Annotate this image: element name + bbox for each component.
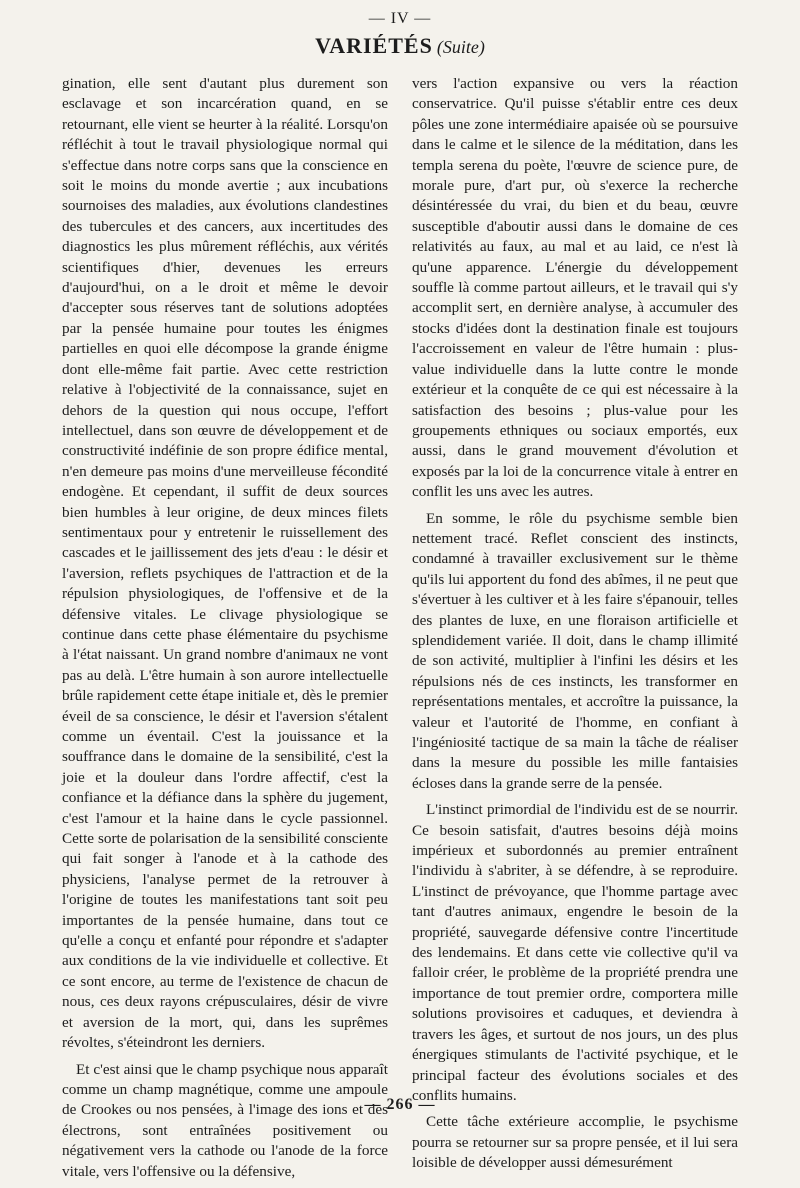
page-roman-numeral: — IV — bbox=[368, 10, 432, 27]
paragraph: En somme, le rôle du psychisme semble bien nettement tracé. Reflet conscient des instincts, condamné à travailler exclusivement sur le thème qu'ils lui apportent du fond des abîmes, il ne peut que s'évertuer à les cultiver et à les faire s'épanouir, telles des plantes de luxe, en une floraison artificielle et splendidement variée. Il doit, dans le champ illimité de son activité, multiplier à l'infini les désirs et les répulsions nés de ces instincts, les transformer en représentations mentales, et accroître la puissance, la valeur et l'autorité de l'homme, en confiant à l'ingéniosité tactique de sa main la tâche de réaliser dans la mesure du possible les mille fantaisies écloses dans la grande serre de la pensée. bbox=[412, 509, 738, 792]
paragraph: Et c'est ainsi que le champ psychique nous apparaît comme un champ magnétique, comme une ampoule de Crookes ou nos pensées, à l'image des ions et des électrons, sont entraînées positivement ou négativement vers la cathode ou l'anode de la force vitale, vers l'offensive ou la défensive, bbox=[62, 1060, 388, 1180]
paragraph: vers l'action expansive ou vers la réaction conservatrice. Qu'il puisse s'établir entre ces deux pôles une zone intermédiaire apaisée où se poursuive dans le calme et le silence de la méditation, dans les templa serena du poète, l'œuvre de science pure, de morale pure, d'art pur, où s'exerce la recherche désintéressée du vrai, du bien et du beau, œuvre susceptible d'aboutir aussi dans le domaine de ces relativités au faux, au mal et au laid, ce n'est là qu'une apparence. L'énergie du développement souffle là comme partout ailleurs, et le travail qui s'y accomplit sert, en dernière analyse, à accumuler des stocks d'idées dont la destination finale est toujours l'accroissement en valeur de l'être humain : plus-value individuelle dans la lutte contre le monde extérieur et la conquête de ce qui est nécessaire à la satisfaction des besoins ; plus-value pour les groupements ethniques ou sociaux emportés, eux aussi, dans le grand mouvement d'évolution et exposés par la loi de la concurrence vitale à entrer en conflit les uns avec les autres. bbox=[412, 75, 738, 501]
paragraph: L'instinct primordial de l'individu est de se nourrir. Ce besoin satisfait, d'autres besoins déjà moins impérieux et subordonnés au premier entraînent l'individu à s'abriter, à se défendre, à se reproduire. L'instinct de prévoyance, que l'homme partage avec tant d'autres animaux, engendre le besoin de la propriété, sauvegarde défensive contre l'incertitude des lendemains. Et dans cette vie collective qu'il va falloir créer, le problème de la propriété prendra une importance de tout premier ordre, comportera mille solutions provisoires et caduques, et deviendra à travers les âges, et surtout de nos jours, un des plus énergiques stimulants de l'activité psychique, et le principal facteur des évolutions sociales et des conflits humains. bbox=[412, 801, 738, 1104]
right-column bbox=[412, 74, 738, 1188]
page-header bbox=[0, 8, 800, 63]
section-title bbox=[0, 32, 800, 63]
paragraph: Cette tâche extérieure accomplie, le psychisme pourra se retourner sur sa propre pensée, et il lui sera loisible de développer aussi démesurément bbox=[412, 1113, 738, 1172]
section-title-subtitle: (Suite) bbox=[436, 37, 485, 57]
text-columns bbox=[62, 74, 738, 1188]
paragraph: gination, elle sent d'autant plus durement son esclavage et son incarcération quand, en se retournant, elle vient se heurter à la réalité. Lorsqu'on réfléchit à tout le travail physiologique normal qui s'effectue dans notre corps sans que la conscience en soit le moins du monde avertie ; aux incubations sournoises des maladies, aux évolutions clandestines des tubercules et des cancers, aux incertitudes des diagnostics les plus mûrement réfléchis, aux vérités scientifiques d'hier, devenues les erreurs d'aujourd'hui, on a le droit et même le devoir d'accepter sous réserves tant de solutions adoptées par la pensée humaine pour toutes les énigmes partielles en quoi elle décompose la grande énigme dont elle-même fait partie. Avec cette restriction relative à l'objectivité de la connaissance, sujet en dehors de la question qui nous occupe, l'effort intellectuel, dans son œuvre de développement et de constructivité indéfinie de son propre édifice mental, n'en demeure pas moins d'une merveilleuse fécondité endogène. Et cependant, il suffit de deux sources bien humbles à leur origine, de deux minces filets sentimentaux pour y entretenir le ruissellement des cascades et le jaillissement des jets d'eau : le désir et l'aversion, reflets psychiques de l'attraction et de la répulsion physiologiques, de l'offensive et de la défensive vitales. Le clivage physiologique se continue dans cette phase élémentaire du psychisme à l'état naissant. Un grand nombre d'animaux ne vont pas au delà. L'être humain à son aurore intellectuelle brûle rapidement cette étape initiale et, dès le premier éveil de sa conscience, le désir et l'aversion s'étalent comme un éventail. C'est la jouissance et la souffrance dans le domaine de la sensibilité, c'est la joie et la douleur dans l'ordre affectif, c'est la confiance et la défiance dans la sphère du jugement, c'est l'amour et la haine dans le cycle passionnel. Cette sorte de polarisation de la sensibilité consciente qui fait songer à l'anode et à la cathode des physiciens, l'analyse permet de la retrouver à l'origine de toutes les manifestations tant soit peu importantes de la pensée humaine, dans tout ce qu'elle a conçu et enfanté pour répondre et s'adapter aux conditions de la vie individuelle et collective. Et ce sont encore, au terme de l'existence de chacun de nous, ces deux rayons crépusculaires, désir de vivre et aversion de la mort, qui, dans les suprêmes révoltes, s'éteindront les derniers. bbox=[62, 75, 388, 1052]
page-number: — 266 — bbox=[364, 1096, 436, 1113]
left-column bbox=[62, 74, 388, 1188]
section-title-main: VARIÉTÉS bbox=[315, 33, 433, 58]
